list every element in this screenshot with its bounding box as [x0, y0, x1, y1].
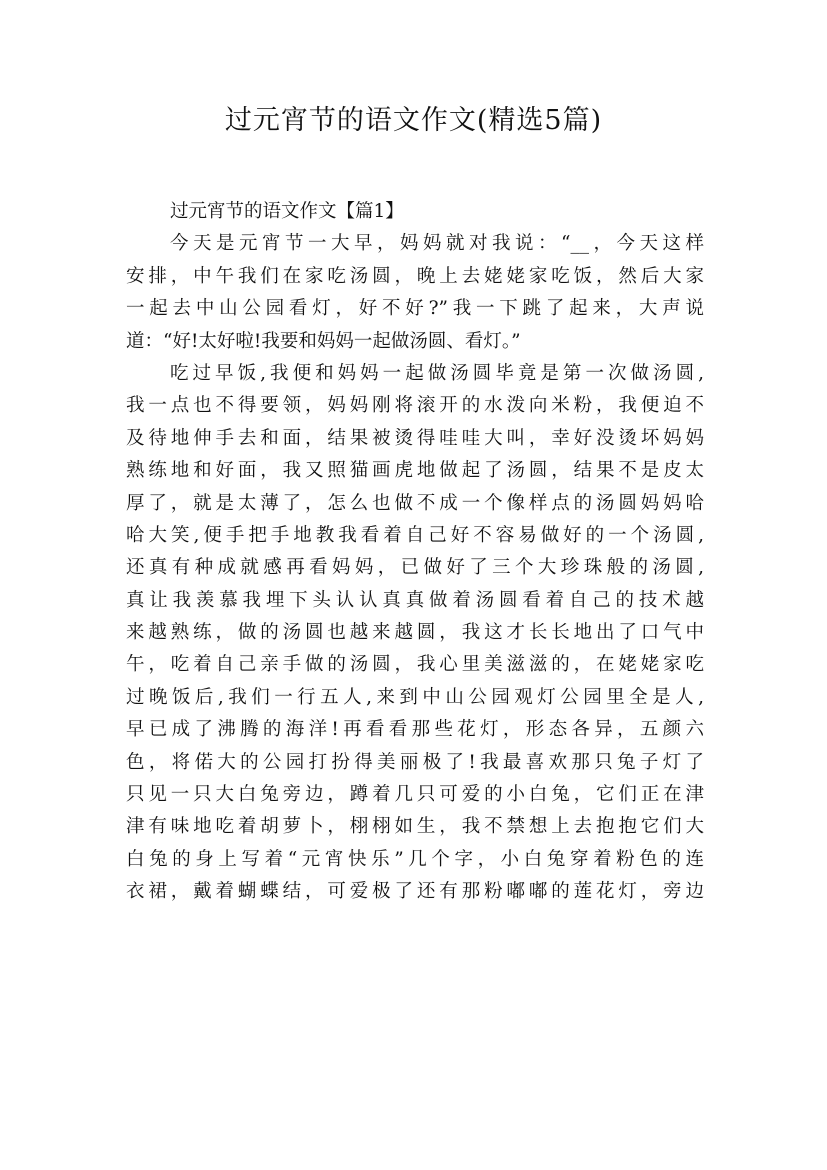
section-heading: 过元宵节的语文作文【篇1】	[170, 201, 404, 222]
essay-body	[126, 196, 704, 909]
paragraph-line: 熟练地和好面，我又照猫画虎地做起了汤圆，结果不是皮太	[126, 460, 704, 482]
paragraph-line: 早已成了沸腾的海洋!再看看那些花灯，形态各异，五颜六	[126, 719, 704, 741]
paragraph-line: 只见一只大白兔旁边，蹲着几只可爱的小白兔，它们正在津	[126, 784, 704, 806]
paragraph-line: 安排，中午我们在家吃汤圆，晚上去姥姥家吃饭，然后大家	[126, 265, 704, 287]
paragraph-line: 津有味地吃着胡萝卜，栩栩如生，我不禁想上去抱抱它们大	[126, 816, 704, 838]
paragraph-line: 今天是元宵节一大早，妈妈就对我说：“__，今天这样	[170, 233, 704, 255]
paragraph-line: 过晚饭后,我们一行五人,来到中山公园观灯公园里全是人,	[126, 686, 704, 708]
paragraph-line: 色，将偌大的公园打扮得美丽极了!我最喜欢那只兔子灯了	[126, 751, 704, 773]
paragraph-line: 白兔的身上写着“元宵快乐”几个字，小白兔穿着粉色的连	[126, 848, 704, 870]
paragraph-line: 我一点也不得要领，妈妈刚将滚开的水泼向米粉，我便迫不	[126, 395, 704, 417]
paragraph-line: 道：“好!太好啦!我要和妈妈一起做汤圆、看灯。”	[126, 330, 521, 352]
paragraph-line: 来越熟练，做的汤圆也越来越圆，我这才长长地出了口气中	[126, 622, 704, 644]
paragraph-line: 真让我羡慕我埋下头认认真真做着汤圆看着自己的技术越	[126, 589, 704, 611]
paragraph-line: 及待地伸手去和面，结果被烫得哇哇大叫，幸好没烫坏妈妈	[126, 427, 704, 449]
paragraph-line: 一起去中山公园看灯，好不好?”我一下跳了起来，大声说	[126, 298, 704, 320]
paragraph-line: 午，吃着自己亲手做的汤圆，我心里美滋滋的，在姥姥家吃	[126, 654, 704, 676]
paragraph-line: 吃过早饭,我便和妈妈一起做汤圆毕竟是第一次做汤圆,	[170, 362, 704, 384]
paragraph-line: 哈大笑,便手把手地教我看着自己好不容易做好的一个汤圆,	[126, 524, 704, 546]
paragraph-line: 衣裙，戴着蝴蝶结，可爱极了还有那粉嘟嘟的莲花灯，旁边	[126, 881, 704, 903]
paragraph-line: 厚了，就是太薄了，怎么也做不成一个像样点的汤圆妈妈哈	[126, 492, 704, 514]
paragraph-line: 还真有种成就感再看妈妈，已做好了三个大珍珠般的汤圆,	[126, 557, 704, 579]
document-title: 过元宵节的语文作文(精选5篇)	[224, 105, 603, 136]
